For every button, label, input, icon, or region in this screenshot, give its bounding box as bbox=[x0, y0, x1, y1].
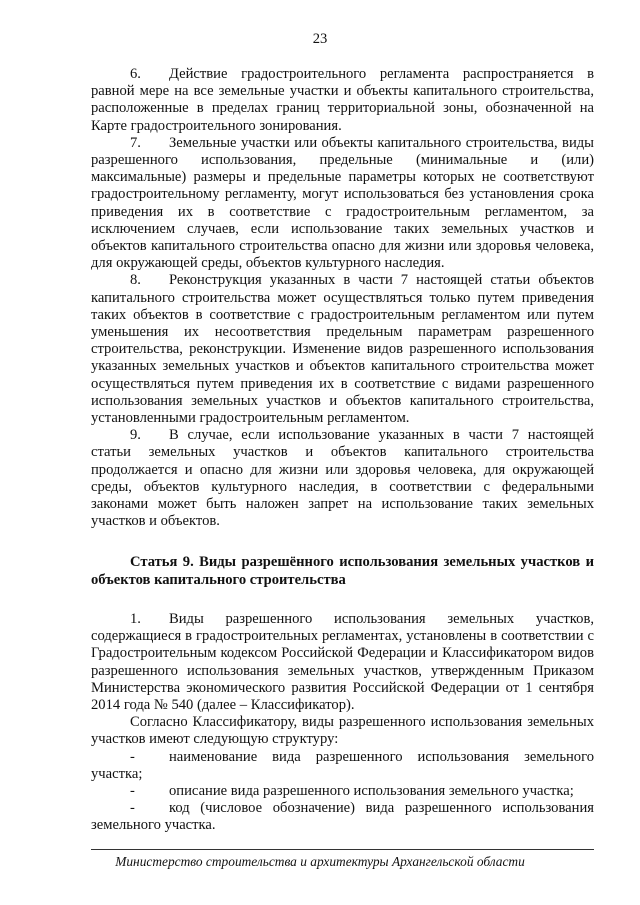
paragraph-text: Действие градостроительного регламента распространяется в равной мере на все земельные участки и объекты капитального строительства, расположенные в пределах границ территориальной зоны, обозначенной на Карте градостроительного зонирования. bbox=[91, 66, 594, 134]
footer-divider bbox=[91, 849, 594, 850]
paragraph-9 bbox=[91, 427, 594, 530]
list-item-text: наименование вида разрешенного использования земельного участка; bbox=[91, 748, 594, 782]
paragraph-text: Реконструкция указанных в части 7 настоящей статьи объектов капитального строительства может осуществляться только путем приведения таких объектов в соответствие с градостроительным регламентом или путем уменьшения их несоответствия предельным параметрам разрешенного строительства, реконструкции. Изменение видов разрешенного использования указанных земельных участков и объектов капитального строительства может осуществляться путем приведения их в соответствие с видами разрешенного использования земельных участков и объектов капитального строительства, установленными градостроительным регламентом. bbox=[91, 272, 594, 427]
list-item bbox=[91, 749, 594, 783]
paragraph-text: Земельные участки или объекты капитального строительства, виды разрешенного использования, предельные (минимальные и (или) максимальные) размеры и предельные параметры которых не соответствуют градостроительному регламенту, могут использоваться без установления срока приведения их в соответствие с градостроительным регламентом, за исключением случаев, если использование таких земельных участков и объектов капитального строительства опасно для жизни или здоровья человека, для окружающей среды, объектов культурного наследия. bbox=[91, 134, 594, 272]
article-paragraph-1 bbox=[91, 611, 594, 714]
paragraph-text: В случае, если использование указанных в части 7 настоящей статьи земельных участков и объектов капитального строительства продолжается и опасно для жизни или здоровья человека, для окружающей среды, объектов культурного наследия, в соответствии с федеральными законами может быть наложен запрет на использование таких земельных участков и объектов. bbox=[91, 427, 594, 530]
page-footer: Министерство строительства и архитектуры Архангельской области bbox=[115, 854, 525, 869]
paragraph-number: 9. bbox=[130, 427, 141, 444]
paragraph-8 bbox=[91, 272, 594, 427]
paragraph-7 bbox=[91, 135, 594, 273]
page-number: 23 bbox=[312, 31, 328, 47]
paragraph-6 bbox=[91, 66, 594, 135]
list-item bbox=[91, 783, 594, 800]
paragraph-number: 6. bbox=[130, 66, 141, 82]
list-item-text: код (числовое обозначение) вида разрешенного использования земельного участка. bbox=[91, 800, 594, 834]
paragraph-number: 8. bbox=[130, 272, 141, 289]
paragraph-number: 1. bbox=[130, 610, 141, 627]
article-heading: Статья 9. Виды разрешённого использования земельных участков и объектов капитального строительства bbox=[91, 554, 594, 588]
paragraph-text: Виды разрешенного использования земельных участков, содержащиеся в градостроительных регламентах, установлены в соответствии с Градостроительным кодексом Российской Федерации и Классификатором видов разрешенного использования земельных участков, утвержденным Приказом Министерства экономического развития Российской Федерации от 1 сентября 2014 года № 540 (далее – Классификатор). bbox=[91, 610, 594, 713]
list-item bbox=[91, 800, 594, 834]
list-dash: - bbox=[130, 800, 135, 817]
structure-intro: Согласно Классификатору, виды разрешенного использования земельных участков имеют следующую структуру: bbox=[91, 714, 594, 748]
list-dash: - bbox=[130, 748, 135, 765]
body-text bbox=[91, 66, 594, 835]
paragraph-number: 7. bbox=[130, 134, 141, 151]
list-item-text: описание вида разрешенного использования земельного участка; bbox=[169, 782, 574, 799]
list-dash: - bbox=[130, 782, 135, 799]
